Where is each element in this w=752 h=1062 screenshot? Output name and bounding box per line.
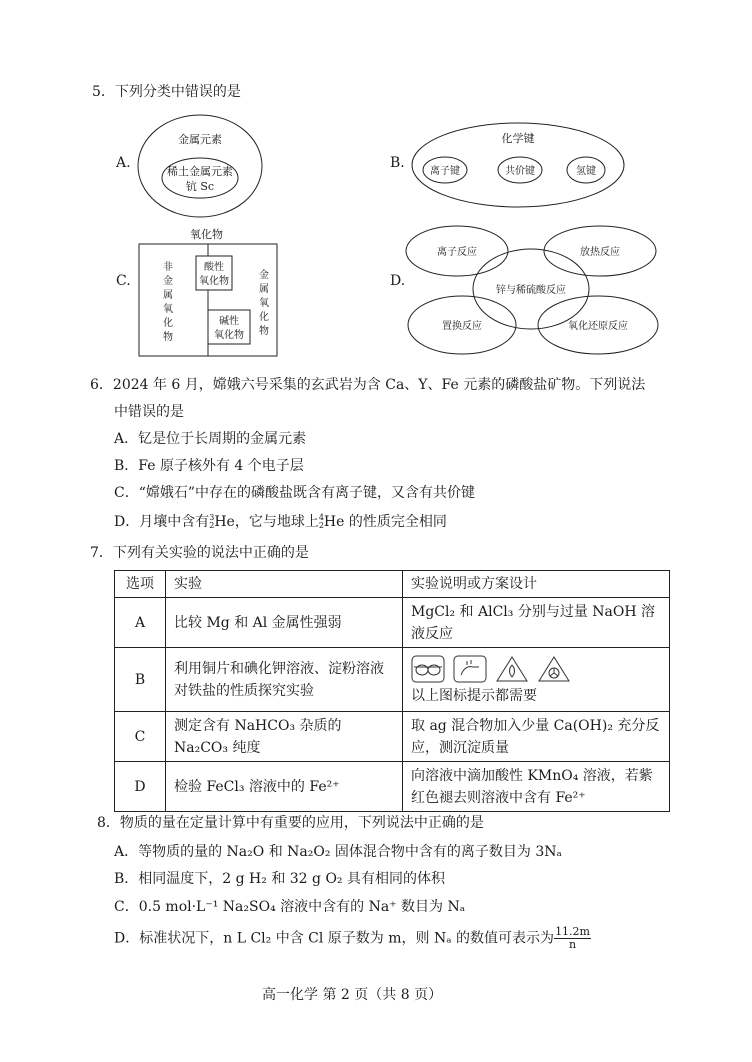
- q5-option-a-label: A.: [116, 155, 131, 171]
- safety-icons: [411, 653, 661, 685]
- basic-oxide-line2: 氧化物: [214, 330, 244, 341]
- table-row: C 测定含有 NaHCO₃ 杂质的 Na₂CO₃ 纯度 取 ag 混合物加入少量 Ca(OH)₂ 充分反应，测沉淀质量: [115, 712, 670, 762]
- q5-option-d-diagram: [404, 224, 660, 359]
- q6-option-d: D．月壤中含有 3 2 He，它与地球上 4 2 He 的性质完全相同: [114, 513, 447, 530]
- hand-wash-icon: [453, 655, 487, 683]
- chemical-bond-text: 化学键: [501, 132, 535, 145]
- svg-text:非: 非: [163, 262, 173, 273]
- ventilation-fan-icon: [537, 655, 571, 683]
- oxide-title: 氧化物: [190, 228, 223, 241]
- header-description: 实验说明或方案设计: [403, 571, 670, 598]
- svg-text:化: 化: [259, 312, 269, 323]
- header-experiment: 实验: [166, 571, 403, 598]
- svg-text:氧: 氧: [163, 304, 173, 315]
- q5-option-c-diagram: [138, 243, 280, 359]
- q6-option-b: B．Fe 原子核外有 4 个电子层: [114, 458, 304, 474]
- basic-oxide-line1: 碱性: [219, 316, 239, 327]
- scandium-text: 钪 Sc: [185, 180, 215, 193]
- q8-option-b: B．相同温度下，2 g H₂ 和 32 g O₂ 具有相同的体积: [114, 871, 445, 887]
- q5-option-d-label: D.: [390, 273, 406, 289]
- q7-table: [114, 570, 670, 812]
- acid-oxide-line2: 氧化物: [199, 276, 229, 287]
- svg-text:化: 化: [163, 318, 173, 329]
- q7-stem: 7．下列有关实验的说法中正确的是: [90, 545, 309, 561]
- table-row: B 利用铜片和碘化钾溶液、淀粉溶液对铁盐的性质探究实验 以上图标提示都需要: [115, 648, 670, 712]
- acid-oxide-line1: 酸性: [204, 262, 224, 273]
- zinc-acid-reaction-text: 锌与稀硫酸反应: [496, 285, 566, 296]
- q8-option-d: D．标准状况下，n L Cl₂ 中含 Cl 原子数为 m，则 Nₐ 的数值可表示为 $\frac{11.2m}{n}$: [114, 925, 590, 951]
- svg-text:物: 物: [163, 332, 173, 343]
- svg-text:属: 属: [259, 284, 269, 295]
- q8-stem: 8．物质的量在定量计算中有重要的应用，下列说法中正确的是: [97, 815, 484, 831]
- page-footer: 高一化学 第 2 页（共 8 页）: [262, 987, 443, 1003]
- q5-option-b-label: B.: [390, 155, 405, 171]
- svg-text:金: 金: [259, 270, 269, 281]
- q8-option-c: C．0.5 mol·L⁻¹ Na₂SO₄ 溶液中含有的 Na⁺ 数目为 Nₐ: [114, 899, 466, 915]
- q5-stem: 5．下列分类中错误的是: [92, 84, 241, 100]
- q6-stem-line1: 6．2024 年 6 月，嫦娥六号采集的玄武岩为含 Ca、Y、Fe 元素的磷酸盐矿物。下列说法: [90, 377, 646, 393]
- displacement-reaction-text: 置换反应: [442, 321, 482, 332]
- q5-option-b-diagram: [410, 120, 630, 210]
- table-row: D 检验 FeCl₃ 溶液中的 Fe²⁺ 向溶液中滴加酸性 KMnO₄ 溶液，若紫红色褪去则溶液中含有 Fe²⁺: [115, 762, 670, 812]
- fire-icon: [495, 655, 529, 683]
- ionic-bond-text: 离子键: [430, 166, 460, 177]
- ionic-reaction-text: 离子反应: [437, 247, 477, 258]
- svg-text:金: 金: [163, 276, 173, 287]
- metal-element-text: 金属元素: [178, 133, 222, 146]
- header-option: 选项: [115, 571, 166, 598]
- svg-text:物: 物: [259, 326, 269, 337]
- q5-option-a-diagram: [135, 112, 270, 220]
- table-row: A 比较 Mg 和 Al 金属性强弱 MgCl₂ 和 AlCl₃ 分别与过量 NaOH 溶液反应: [115, 598, 670, 648]
- table-header-row: [115, 571, 670, 598]
- covalent-bond-text: 共价键: [505, 166, 535, 177]
- exothermic-reaction-text: 放热反应: [580, 247, 620, 258]
- goggles-icon: [411, 655, 445, 683]
- q6-stem-line2: 中错误的是: [114, 404, 184, 420]
- redox-reaction-text: 氧化还原反应: [568, 321, 628, 332]
- q5-option-c-label: C.: [116, 273, 131, 289]
- svg-text:氧: 氧: [259, 298, 269, 309]
- q6-option-a: A．钇是位于长周期的金属元素: [114, 431, 307, 447]
- rare-earth-text: 稀土金属元素: [167, 165, 233, 178]
- q6-option-c: C．“嫦娥石”中存在的磷酸盐既含有离子键，又含有共价键: [114, 485, 476, 501]
- fraction: $\frac{11.2m}{n}$: [555, 925, 590, 951]
- hydrogen-bond-text: 氢键: [576, 166, 596, 177]
- q8-option-a: A．等物质的量的 Na₂O 和 Na₂O₂ 固体混合物中含有的离子数目为 3Nₐ: [114, 844, 562, 860]
- svg-text:属: 属: [163, 290, 173, 301]
